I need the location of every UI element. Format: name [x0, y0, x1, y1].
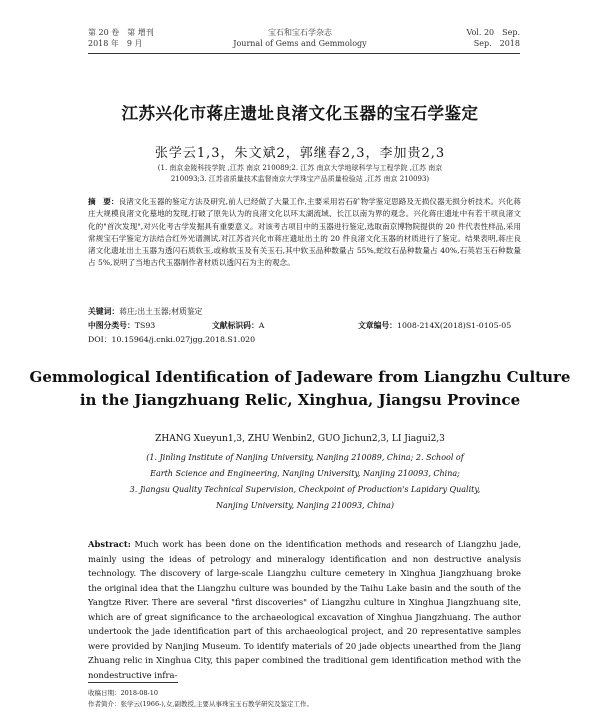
cn-keywords-text: 蒋庄;出土玉器;材质鉴定 [119, 307, 203, 316]
en-affiliation-4: Nanjing University, Nanjing 210093, China) [215, 501, 394, 510]
en-affiliation-3: 3. Jiangsu Quality Technical Supervision, Checkpoint of Production's Lapidary Quality, [129, 485, 481, 494]
header-issue-line2: Sep. 2018 [473, 39, 520, 48]
en-title-line2: in the Jiangzhuang Relic, Xinghua, Jiangsu Province [79, 391, 521, 409]
cn-doc-value: A [258, 321, 265, 330]
cn-abstract-text: 良渚文化玉器的鉴定方法及研究,前人已经做了大量工作,主要采用岩石矿物学鉴定思路及无损仪器无损分析技术。兴化蒋庄大规模良渚文化墓地的发现,打破了原先认为的良渚文化以环太湖流域、长江以南为界的观念。兴化蒋庄遗址中有若干项良渚文化的"首次发现",对兴化考古学发掘具有重要意义。对该考古项目中的玉器进行鉴定,选取南京博物院提供的 20 件代表性样品,采用常规宝石学鉴定方法结合红外光谱测试,对江苏省兴化市蒋庄遗址出土的 20 件良渚文化玉器的材质进行了鉴定。结果表明,蒋庄良渚文化遗址出土玉器为透闪石质软玉,或称软玉及有关玉石,其中软玉品种数量占 55%,蛇纹石品种数量占 40%,石英岩玉石种数量占 5%,说明了当地古代玉器制作者材质以透闪石为主的观念。 [88, 197, 522, 268]
cn-affiliation-2: 210093;3. 江苏省质量技术监督南京大学珠宝产品质量检验站 ,江苏 南京 210093) [170, 175, 430, 183]
footnote-rule [88, 682, 178, 683]
header-journal-en: Journal of Gems and Gemmology [233, 39, 367, 48]
cn-article-number [358, 320, 511, 332]
cn-keywords-label: 关键词： [88, 307, 120, 316]
header-rule [88, 53, 520, 54]
cn-title: 江苏兴化市蒋庄遗址良渚文化玉器的宝石学鉴定 [121, 104, 479, 123]
header-issue [466, 27, 520, 49]
cn-abstract [88, 196, 521, 270]
cn-doc-code [212, 320, 264, 332]
cn-art-label: 文章编号： [358, 321, 397, 330]
cn-doc-label: 文献标识码： [212, 321, 259, 330]
footnote-received: 收稿日期：2018-08-10 [88, 689, 158, 697]
cn-authors: 张学云1,3，朱文斌2，郭继春2,3，李加贵2,3 [154, 146, 446, 161]
cn-clc-label: 中图分类号： [88, 321, 135, 330]
footnote-author-bio: 作者简介：张学云(1966-),女,副教授,主要从事珠宝玉石教学研究及鉴定工作。 [88, 700, 314, 708]
cn-abstract-label: 摘 要： [88, 197, 119, 206]
header-volume-line2: 2018 年 9 月 [88, 39, 143, 48]
en-title-line1: Gemmological Identification of Jadeware from Liangzhu Culture [29, 368, 571, 386]
cn-clc [88, 320, 155, 332]
cn-affiliation-1: (1. 南京金陵科技学院 ,江苏 南京 210089;2. 江苏 南京大学地球科学与工程学院 ,江苏 南京 [157, 164, 443, 172]
cn-art-value: 1008-214X(2018)S1-0105-05 [396, 321, 512, 330]
header-issue-line1: Vol. 20 Sep. [466, 28, 520, 37]
en-abstract-text: Much work has been done on the identification methods and research of Liangzhu jade, mainly using the ideas of petrology and mineralogy identification and non destructive analysis technology. The discovery of large-scale Liangzhu culture cemetery in Xinghua Jiangzhuang broke the original idea that the Liangzhu culture was bounded by the Taihu Lake basin and the south of the Yangtze River. There are several "first discoveries" of Liangzhu culture in Xinghua Jiangzhuang site, which are of great significance to the archaeological excavation of Xinghua Jiangzhuang. The author undertook the jade identification part of this archaeological project, and 20 representative samples were provided by Nanjing Museum. To identify materials of 20 jade objects unearthed from the Jiang Zhuang relic in Xinghua City, this paper combined the traditional gem identification method with the nondestructive infra- [88, 539, 521, 680]
en-abstract-label: Abstract: [88, 539, 131, 549]
cn-clc-value: TS93 [134, 321, 156, 330]
cn-doi: DOI：10.15964/j.cnki.027jgg.2018.S1.020 [88, 335, 256, 344]
en-authors: ZHANG Xueyun1,3, ZHU Wenbin2, GUO Jichun2,3, LI Jiagui2,3 [155, 434, 445, 444]
header-journal-cn: 宝石和宝石学杂志 [268, 28, 332, 37]
en-affiliation-2: Earth Science and Engineering, Nanjing University, Nanjing 210093, China; [150, 469, 460, 478]
en-affiliation-1: (1. Jinling Institute of Nanjing University, Nanjing 210089, China; 2. School of [146, 453, 464, 462]
en-abstract [88, 537, 521, 682]
cn-keywords [88, 306, 202, 318]
header-volume-line1: 第 20 卷 第 增刊 [88, 28, 154, 37]
